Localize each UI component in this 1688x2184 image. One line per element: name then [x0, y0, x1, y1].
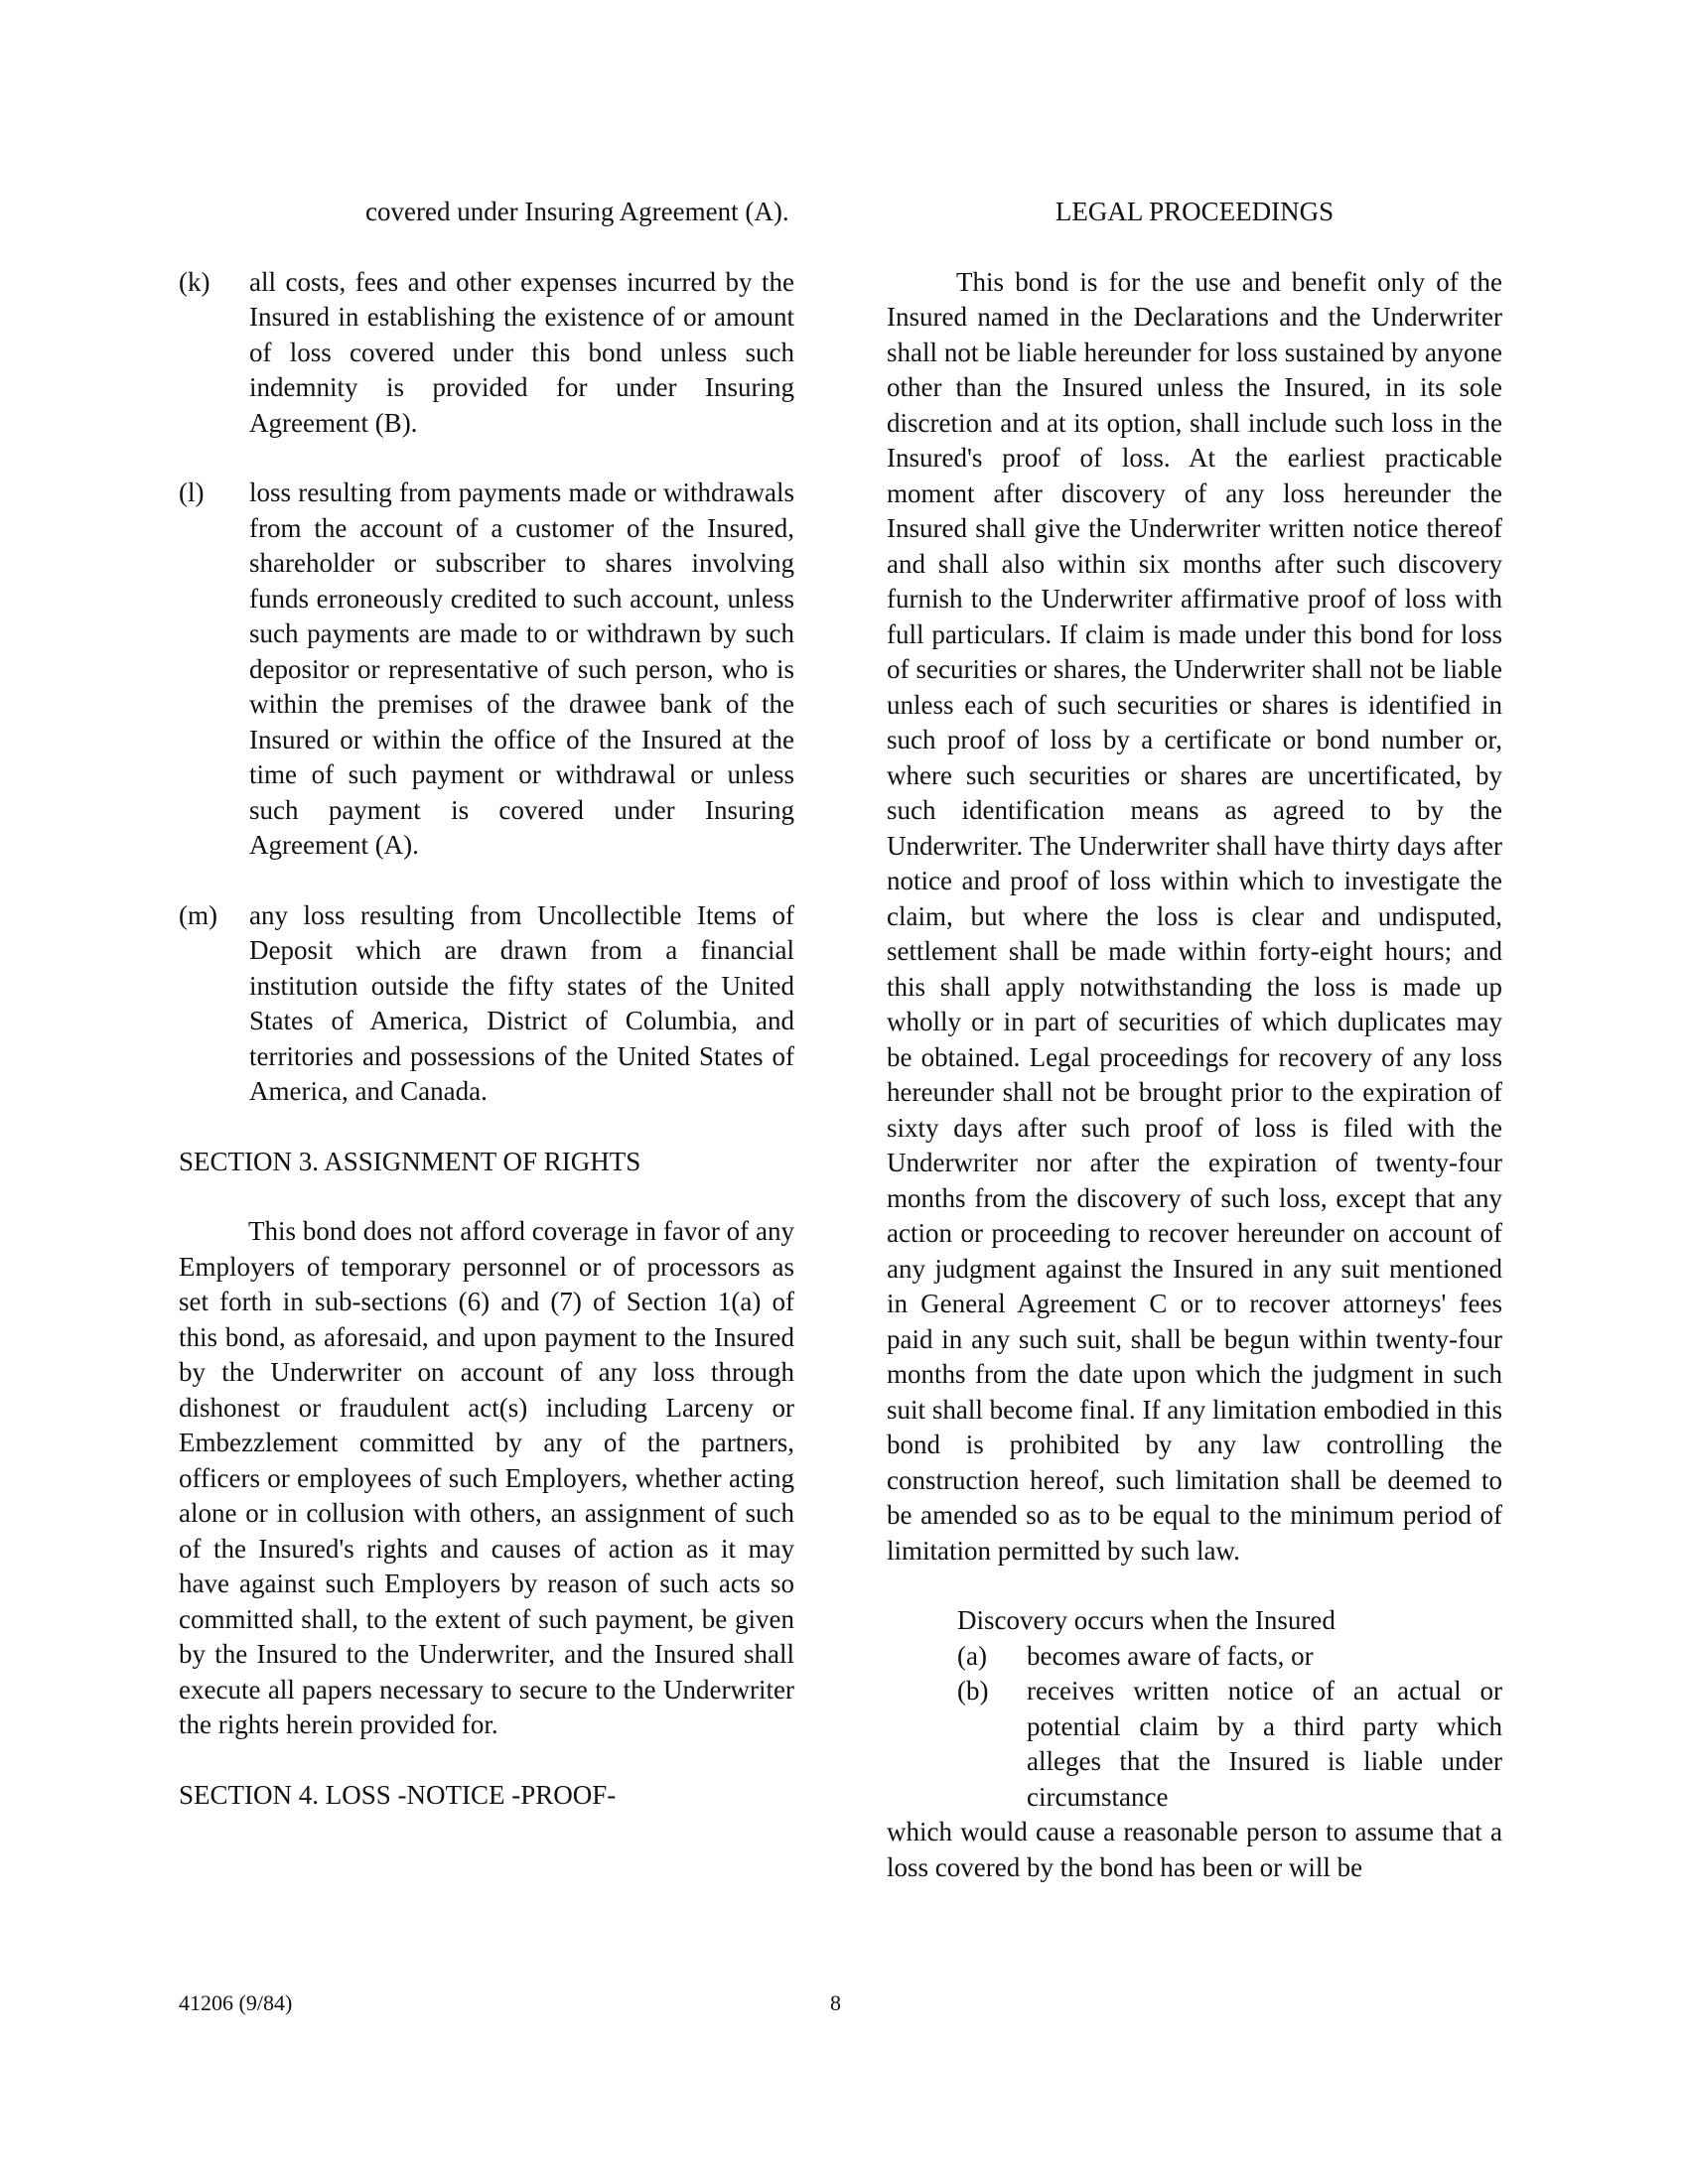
legal-proceedings-paragraph: This bond is for the use and benefit only of the Insured named in the Declarations and the Underwriter shall not be liable hereunder for loss sustained by anyone other than the Insured unless the Insured, in its sole discretion and at its option, shall include such loss in the Insured's proof of loss. At the earliest practicable moment after discovery of any loss hereunder the Insured shall give the Underwriter written notice thereof and shall also within six months after such discovery furnish to the Underwriter affirmative proof of loss with full particulars. If claim is made under this bond for loss of securities or shares, the Underwriter shall not be liable unless each of such securities or shares is identified in such proof of loss by a certificate or bond number or, where such securities or shares are uncertificated, by such identification means as agreed to by the Underwriter. The Underwriter shall have thirty days after notice and proof of loss within which to investigate the claim, but where the loss is clear and undisputed, settlement shall be made within forty-eight hours; and this shall apply notwithstanding the loss is made up wholly or in part of securities of which duplicates may be obtained. Legal proceedings for recovery of any loss hereunder shall not be brought prior to the expiration of sixty days after such proof of loss is filed with the Underwriter nor after the expiration of twenty-four months from the discovery of such loss, except that any action or proceeding to recover hereunder on account of any judgment against the Insured in any suit mentioned in General Agreement C or to recover attorneys' fees paid in any such suit, shall be begun within twenty-four months from the date upon which the judgment in such suit shall become final. If any limitation embodied in this bond is prohibited by any law controlling the construction hereof, such limitation shall be deemed to be amended so as to be equal to the minimum period of limitation permitted by such law.	[887, 266, 1502, 1566]
form-code: 41206 (9/84)	[179, 1990, 293, 2015]
item-label: (k)	[179, 266, 211, 297]
item-label: (b)	[957, 1676, 989, 1706]
item-label: (m)	[179, 899, 217, 930]
discovery-intro: Discovery occurs when the Insured	[957, 1605, 1336, 1635]
item-text: becomes aware of facts, or	[1027, 1640, 1314, 1671]
discovery-tail: which would cause a reasonable person to assume that a loss covered by the bond has been or will be	[887, 1817, 1502, 1882]
page-number: 8	[830, 1990, 841, 2015]
continuation-text: covered under Insuring Agreement (A).	[365, 197, 789, 226]
section-3-heading: SECTION 3. ASSIGNMENT OF RIGHTS	[179, 1146, 641, 1176]
item-text: receives written notice of an actual or potential claim by a third party which alleges that the Insured is liable under circumstance	[1027, 1676, 1502, 1812]
left-column	[179, 195, 794, 1813]
section-3-paragraph: This bond does not afford coverage in favor of any Employers of temporary personnel or of processors as set forth in sub-sections (6) and (7) of Section 1(a) of this bond, as aforesaid, and upon payment to the Insured by the Underwriter on account of any loss through dishonest or fraudulent act(s) including Larceny or Embezzlement committed by any of the partners, officers or employees of such Employers, whether acting alone or in collusion with others, an assignment of such of the Insured's rights and causes of action as it may have against such Employers by reason of such acts so committed shall, to the extent of such payment, be given by the Insured to the Underwriter, and the Insured shall execute all papers necessary to secure to the Underwriter the rights herein provided for.	[179, 1216, 794, 1739]
legal-proceedings-heading: LEGAL PROCEEDINGS	[1055, 197, 1335, 226]
item-text: loss resulting from payments made or withdrawals from the account of a customer of the Insured, shareholder or subscriber to shares involving funds erroneously credited to such account, unless such payments are made to or withdrawn by such depositor or representative of such person, who is within the premises of the drawee bank of the Insured or within the office of the Insured at the time of such payment or withdrawal or unless such payment is covered under Insuring Agreement (A).	[249, 478, 794, 860]
item-label: (a)	[957, 1640, 987, 1671]
exclusion-item-l	[179, 476, 794, 864]
item-text: all costs, fees and other expenses incurred by the Insured in establishing the existence of or amount of loss covered under this bond unless such indemnity is provided for under Insuring Agreement (B).	[249, 266, 794, 438]
discovery-item-a	[957, 1639, 1502, 1675]
item-label: (l)	[179, 478, 205, 507]
section-4-heading: SECTION 4. LOSS -NOTICE -PROOF-	[179, 1779, 617, 1810]
exclusion-item-k	[179, 265, 794, 442]
discovery-item-b	[957, 1674, 1502, 1815]
item-text: any loss resulting from Uncollectible Items of Deposit which are drawn from a financial institution outside the fifty states of the United States of America, District of Columbia, and territories and possessions of the United States of America, and Canada.	[249, 899, 794, 1106]
exclusion-item-m	[179, 898, 794, 1110]
right-column	[887, 195, 1502, 1885]
